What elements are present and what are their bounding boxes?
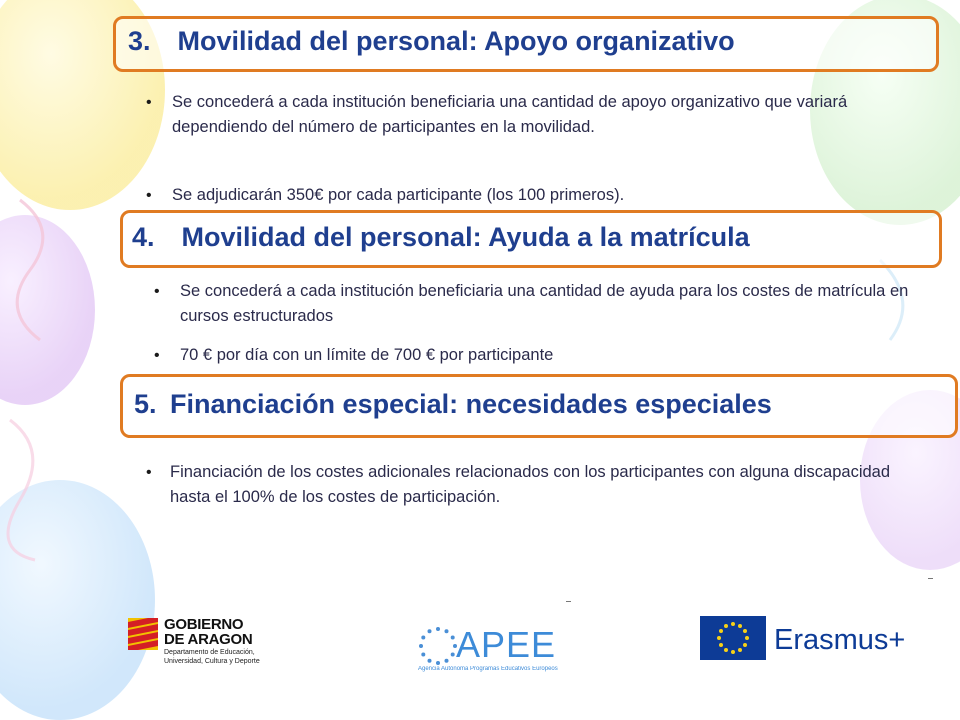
bullet-icon: • xyxy=(146,187,152,204)
aragon-shield-icon xyxy=(128,618,158,650)
section-4-bullet-1: Se concederá a cada institución beneficiaria una cantidad de ayuda para los costes de matrícula en cursos estructurados xyxy=(180,282,909,325)
section-4-title: 4. Movilidad del personal: Ayuda a la matrícula xyxy=(132,222,750,252)
erasmus-wordmark: Erasmus+ xyxy=(774,624,906,656)
section-5-bullet-1: Financiación de los costes adicionales relacionados con los participantes con alguna discapacidad hasta el 100% de los costes de participación. xyxy=(170,463,891,506)
bullet-icon: • xyxy=(146,464,152,481)
section-3-title: 3. Movilidad del personal: Apoyo organizativo xyxy=(128,26,735,56)
section-5-title: 5. Financiación especial: necesidades especiales xyxy=(134,389,772,419)
list-item xyxy=(146,90,912,140)
apee-logo xyxy=(418,622,578,676)
footer-logos xyxy=(0,600,960,710)
list-item xyxy=(154,279,930,329)
gobierno-title-1: GOBIERNO xyxy=(164,616,244,633)
gobierno-de-aragon-logo xyxy=(128,612,288,670)
section-3-bullet-2: Se adjudicarán 350€ por cada participante (los 100 primeros). xyxy=(172,186,625,204)
bullet-icon: • xyxy=(154,283,160,300)
gobierno-title-2: DE ARAGON xyxy=(164,631,253,648)
section-3-bullet-1: Se concederá a cada institución beneficiaria una cantidad de apoyo organizativo que variará dependiendo del número de participantes en la movilidad. xyxy=(172,93,848,136)
gobierno-sub-1: Departamento de Educación, xyxy=(164,649,255,656)
apee-wordmark: APEE xyxy=(456,624,557,665)
balloon-purple xyxy=(0,215,95,405)
section-4-bullet-2: 70 € por día con un límite de 700 € por participante xyxy=(180,346,554,364)
list-item xyxy=(146,183,912,208)
apee-subtitle: Agencia Autónoma Programas Educativos Europeos xyxy=(418,666,558,672)
bullet-icon: • xyxy=(146,94,152,111)
list-item xyxy=(154,343,930,368)
erasmus-plus-logo xyxy=(700,616,930,664)
gobierno-sub-2: Universidad, Cultura y Deporte xyxy=(164,658,260,665)
bullet-icon: • xyxy=(154,347,160,364)
divider xyxy=(928,578,933,579)
list-item xyxy=(146,460,930,510)
eu-stars-circle-icon xyxy=(418,626,458,666)
eu-flag-icon xyxy=(700,616,766,660)
